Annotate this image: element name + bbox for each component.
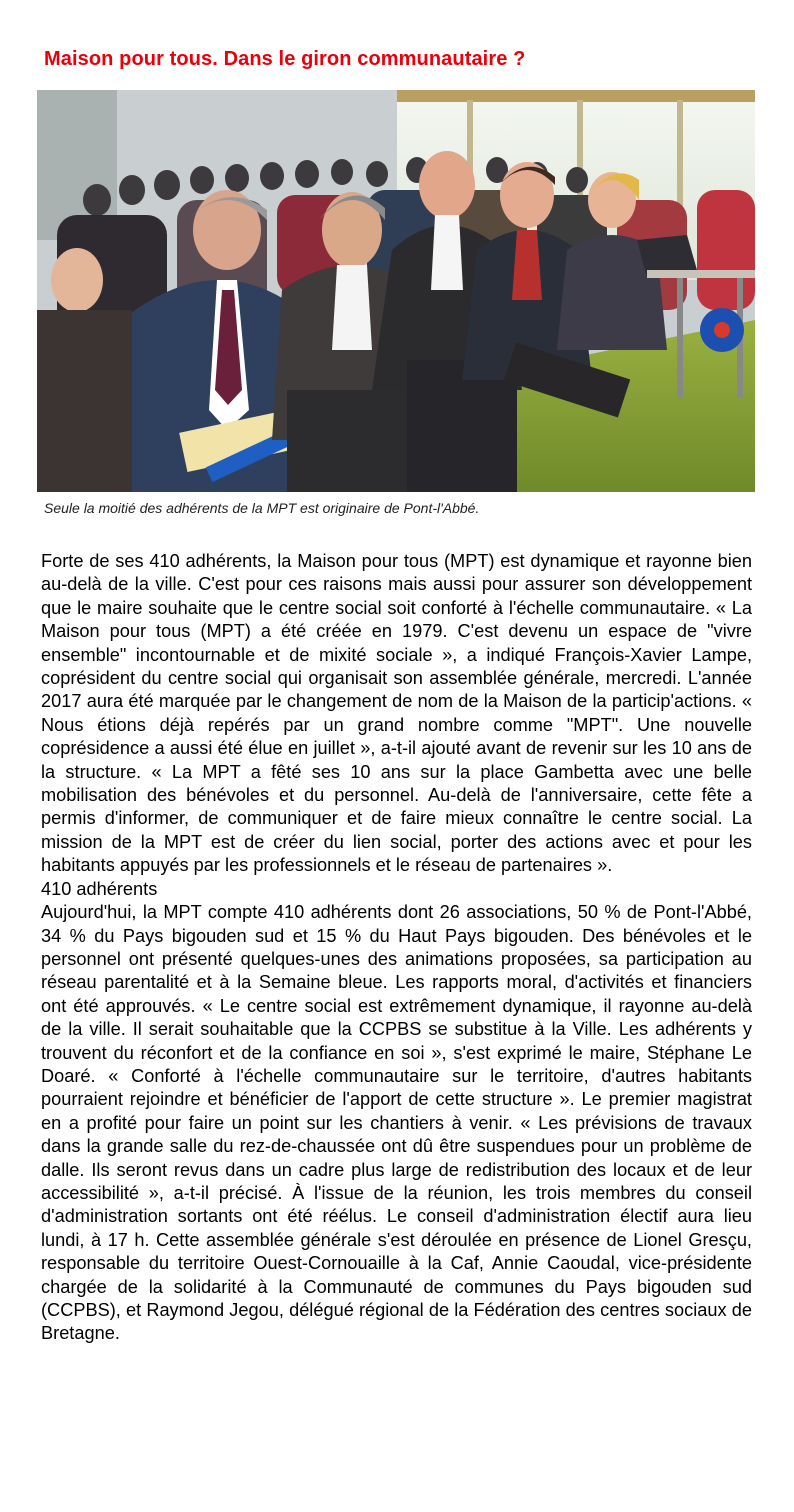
article-body bbox=[41, 550, 752, 1346]
article-subheading: 410 adhérents bbox=[41, 878, 158, 899]
meeting-photo bbox=[37, 90, 755, 492]
article-title: Maison pour tous. Dans le giron communautaire ? bbox=[44, 48, 526, 70]
photo-icon bbox=[37, 90, 755, 492]
article-paragraph: Forte de ses 410 adhérents, la Maison pour tous (MPT) est dynamique et rayonne bien au-delà de la ville. C'est pour ces raisons mais aussi pour assurer son développement que le maire souhaite que le centre social soit conforté à l'échelle communautaire. « La Maison pour tous (MPT) a été créée en 1979. C'est devenu un espace de "vivre ensemble" incontournable et de mixité sociale », a indiqué François-Xavier Lampe, coprésident du centre social qui organisait son assemblée générale, mercredi. L'année 2017 aura été marquée par le changement de nom de la Maison de la particip'actions. « Nous étions déjà repérés par un grand nombre comme "MPT". Une nouvelle coprésidence a aussi été élue en juillet », a-t-il ajouté avant de revenir sur les 10 ans de la structure. « La MPT a fêté ses 10 ans sur la place Gambetta avec une belle mobilisation des bénévoles et du personnel. Au-delà de l'anniversaire, cette fête a permis d'informer, de communiquer et de faire mieux connaître le centre social. La mission de la MPT est de créer du lien social, porter des actions avec et pour les habitants appuyés par les professionnels et le réseau de partenaires ». bbox=[41, 551, 752, 876]
article-paragraph: Aujourd'hui, la MPT compte 410 adhérents dont 26 associations, 50 % de Pont-l'Abbé, 34 % du Pays bigouden sud et 15 % du Haut Pays bigouden. Des bénévoles et le personnel ont présenté quelques-unes des animations proposées, sa participation au réseau parentalité et à la Semaine bleue. Les rapports moral, d'activités et financiers ont été approuvés. « Le centre social est extrêmement dynamique, il rayonne au-delà de la ville. Il serait souhaitable que la CCPBS se substitue à la Ville. Les adhérents y trouvent du réconfort et de la confiance en soi », s'est exprimé le maire, Stéphane Le Doaré. « Conforté à l'échelle communautaire sur le territoire, d'autres habitants pourraient rejoindre et bénéficier de l'apport de cette structure ». Le premier magistrat en a profité pour faire un point sur les chantiers à venir. « Les prévisions de travaux dans la grande salle du rez-de-chaussée ont dû être suspendues pour un problème de dalle. Ils seront revus dans un cadre plus large de redistribution des locaux et de leur accessibilité », a-t-il précisé. À l'issue de la réunion, les trois membres du conseil d'administration sortants ont été réélus. Le conseil d'administration électif aura lieu lundi, à 17 h. Cette assemblée générale s'est déroulée en présence de Lionel Gresçu, responsable du territoire Ouest-Cornouaille à la Caf, Annie Caoudal, vice-présidente chargée de la solidarité à la Communauté de communes du Pays bigouden sud (CCPBS), et Raymond Jegou, délégué régional de la Fédération des centres sociaux de Bretagne. bbox=[41, 902, 752, 1344]
photo-caption: Seule la moitié des adhérents de la MPT est originaire de Pont-l'Abbé. bbox=[44, 500, 480, 516]
